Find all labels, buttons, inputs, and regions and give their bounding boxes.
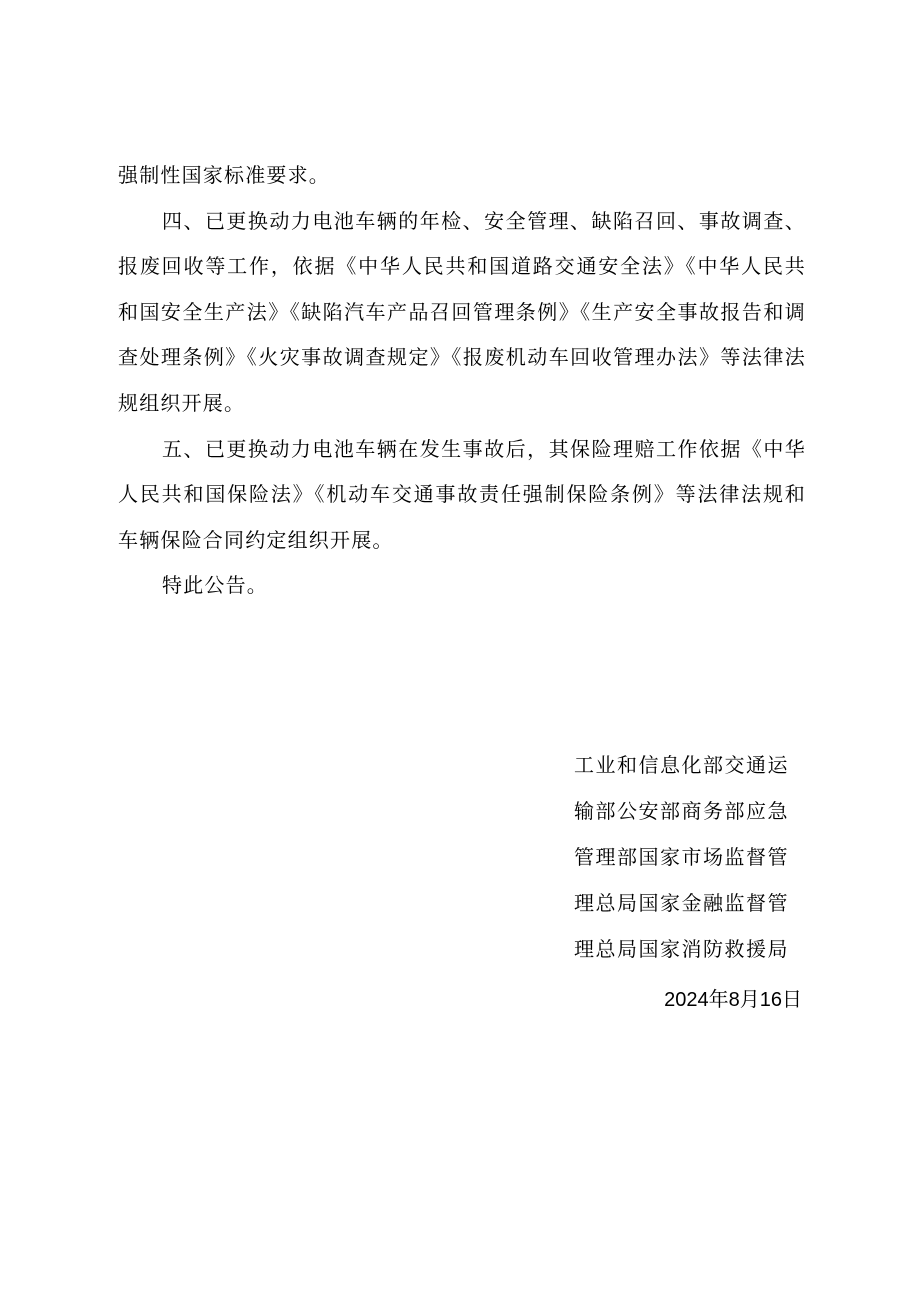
document-body [118, 153, 806, 609]
issue-date: 2024年8月16日 [664, 989, 802, 1011]
signature-line: 输部公安部商务部应急 [574, 799, 789, 823]
closing-statement: 特此公告。 [162, 573, 268, 598]
signature-line: 工业和信息化部交通运 [574, 753, 789, 777]
paragraph-four: 四、已更换动力电池车辆的年检、安全管理、缺陷召回、事故调查、报废回收等工作，依据《中华人民共和国道路交通安全法》《中华人民共和国安全生产法》《缺陷汽车产品召回管理条例》《生产安全事故报告和调查处理条例》《火灾事故调查规定》《报废机动车回收管理办法》等法律法规组织开展。 [118, 208, 806, 415]
paragraph-five: 五、已更换动力电池车辆在发生事故后，其保险理赔工作依据《中华人民共和国保险法》《机动车交通事故责任强制保险条例》等法律法规和车辆保险合同约定组织开展。 [118, 436, 806, 552]
signature-line: 理总局国家消防救援局 [574, 937, 789, 961]
paragraph-continuation: 强制性国家标准要求。 [118, 163, 330, 187]
issuing-authorities [574, 742, 808, 972]
signature-line: 管理部国家市场监督管 [574, 845, 789, 869]
signature-line: 理总局国家金融监督管 [574, 891, 789, 915]
